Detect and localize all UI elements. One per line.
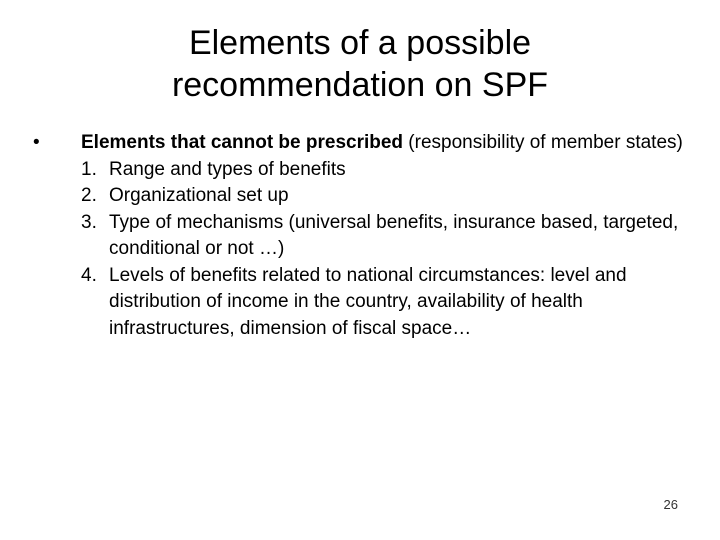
title-line-1: Elements of a possible (188, 24, 532, 62)
list-item-text: Type of mechanisms (universal benefits, insurance based, targeted, conditional or not …) (109, 211, 679, 259)
slide-title (60, 22, 660, 106)
list-item (81, 210, 688, 263)
bullet-rest-text: (responsibility of member states) (403, 132, 683, 153)
list-item-text: Range and types of benefits (109, 158, 346, 180)
list-item-number: 3. (81, 211, 97, 233)
list-item (81, 263, 688, 343)
list-item-number: 1. (81, 158, 97, 180)
list-item (81, 183, 688, 210)
bullet-marker: • (33, 132, 40, 153)
slide-content (28, 130, 688, 342)
page-number: 26 (663, 497, 678, 512)
bullet-item (28, 130, 688, 342)
numbered-list (81, 157, 688, 343)
list-item (81, 157, 688, 184)
list-item-text: Organizational set up (109, 185, 289, 206)
bullet-text (81, 130, 688, 157)
list-item-number: 2. (81, 185, 97, 206)
list-item-number: 4. (81, 264, 97, 286)
list-item-text: Levels of benefits related to national circumstances: level and distribution of income in the country, availability of health infrastructures, dimension of fiscal space… (109, 264, 627, 339)
title-line-2: recommendation on SPF (171, 66, 549, 104)
bullet-bold-text: Elements that cannot be prescribed (81, 132, 404, 153)
